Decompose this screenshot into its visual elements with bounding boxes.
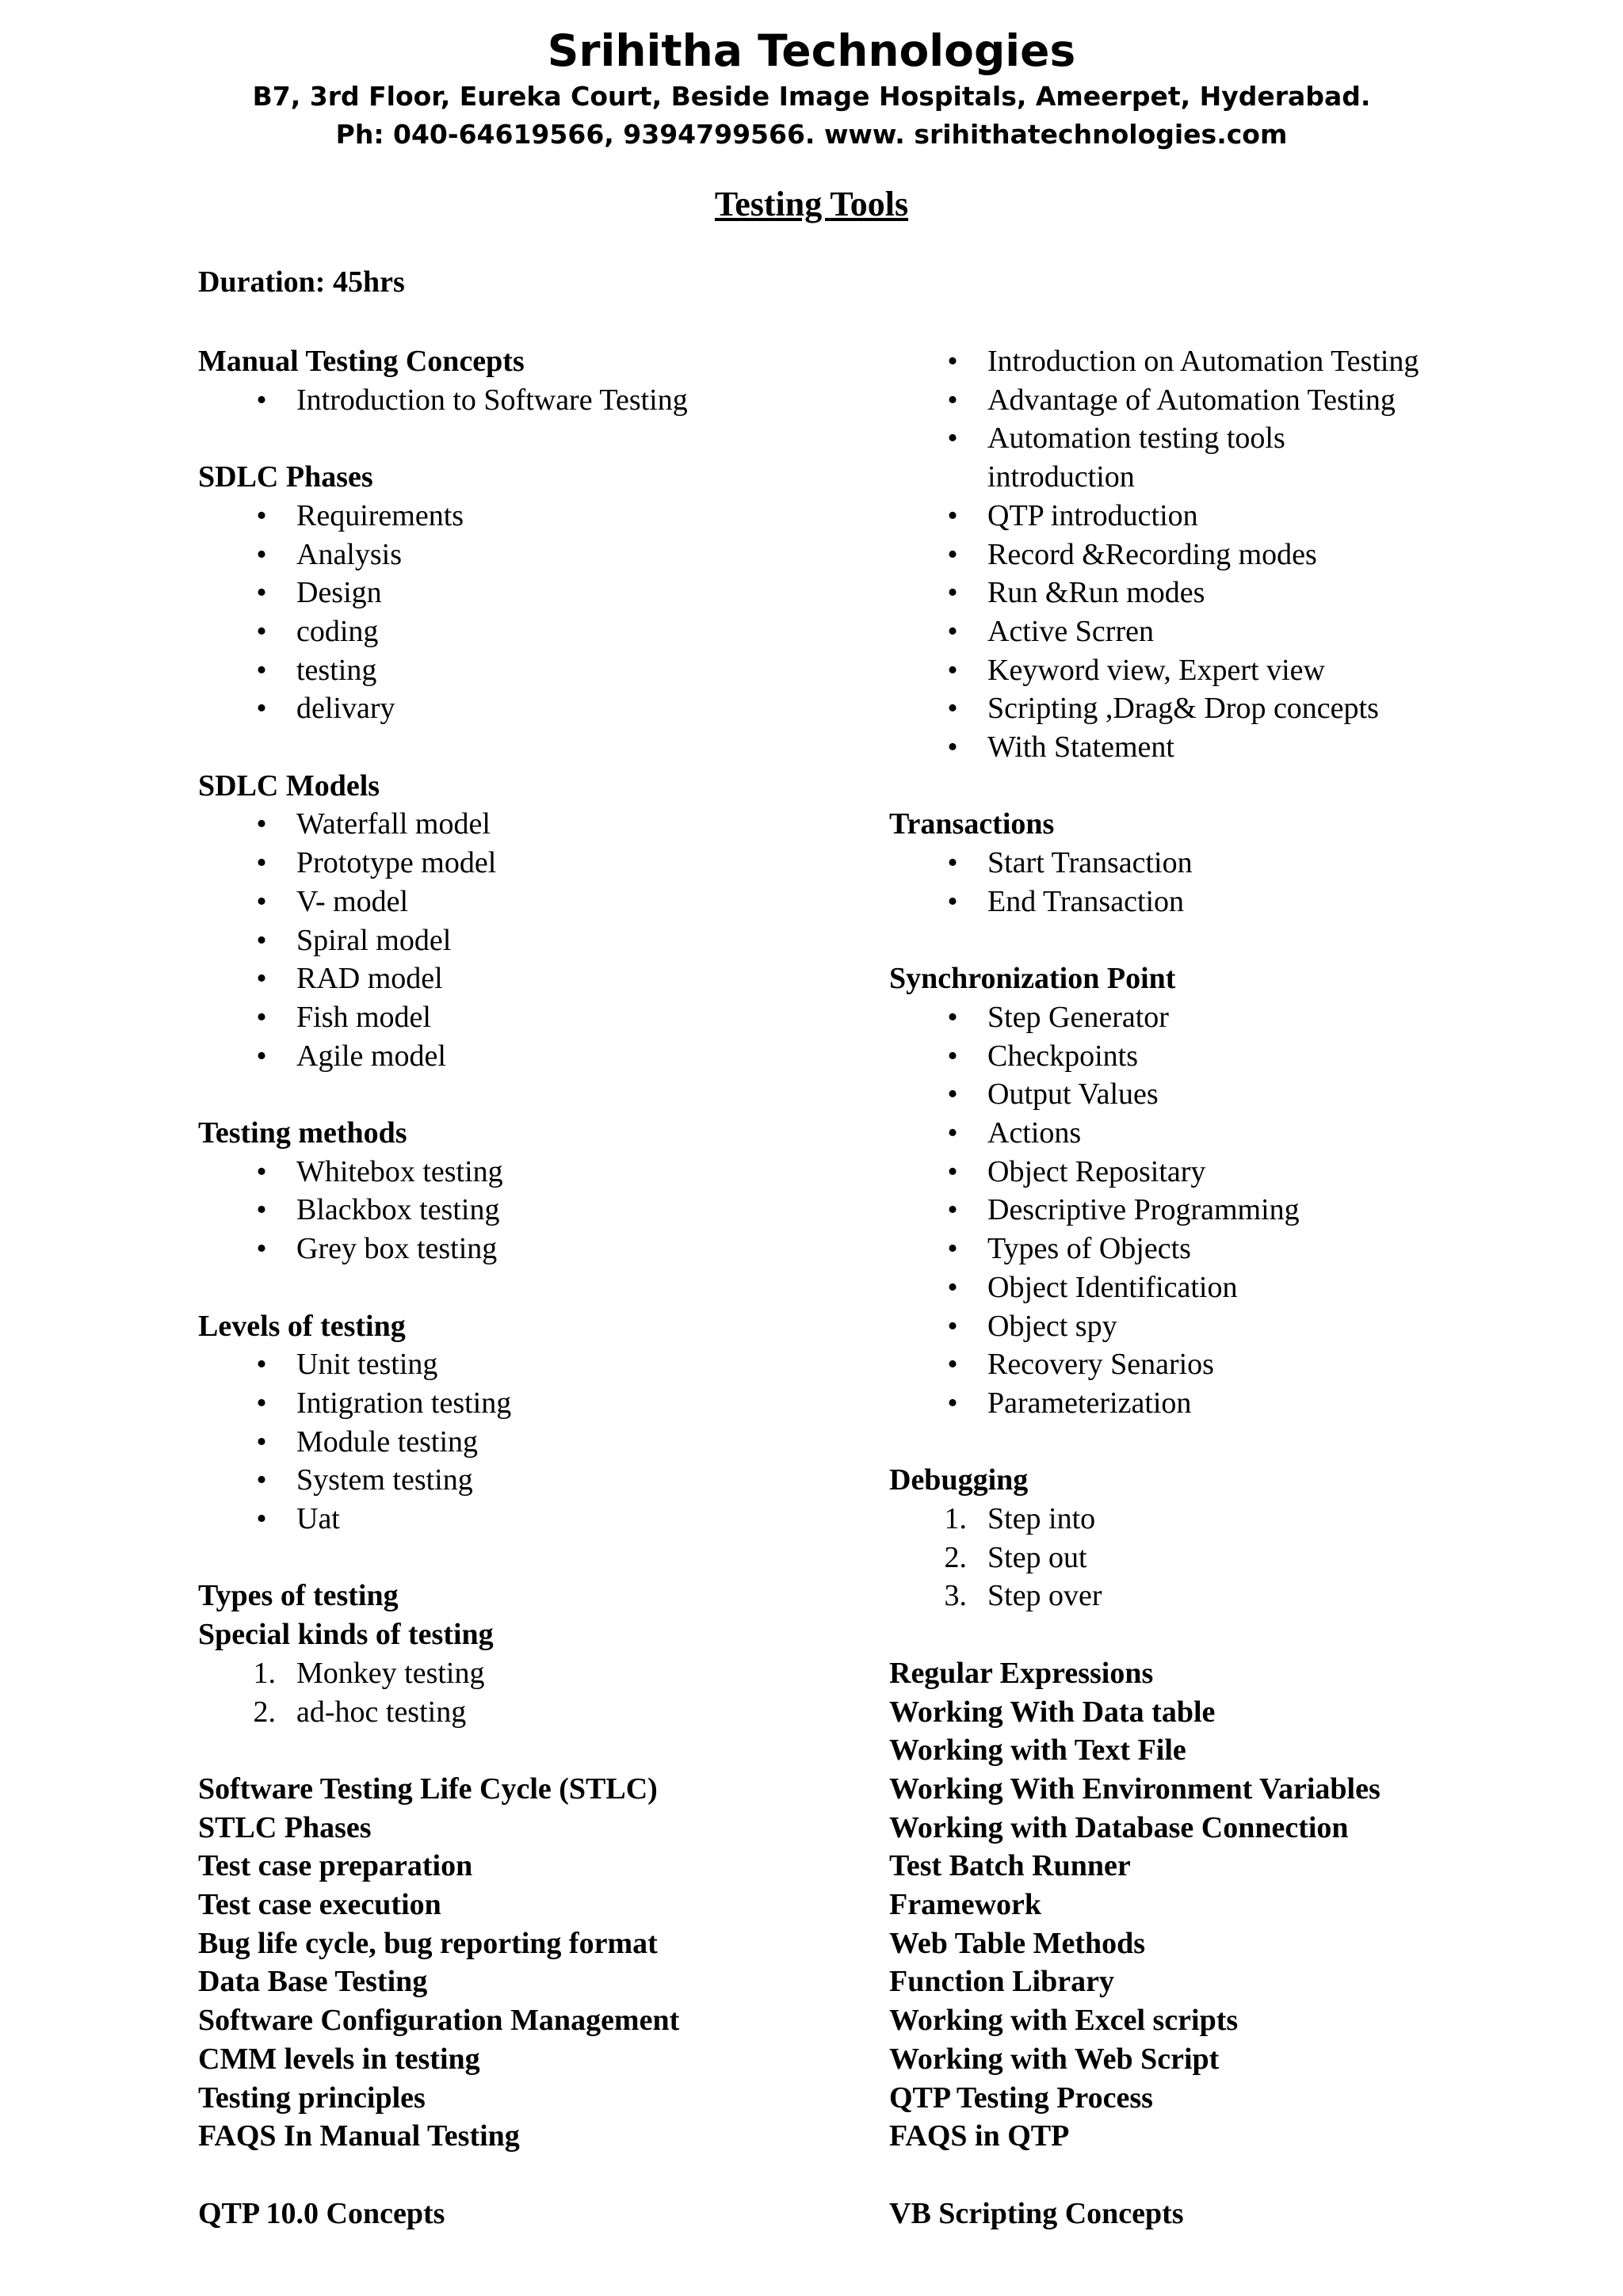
topic-heading: Function Library [889,1965,1114,1999]
topic-heading: QTP Testing Process [889,2081,1153,2115]
topic-heading: Test case execution [198,1888,441,1922]
list-item: • V- model [198,883,848,921]
list-item: • Keyword view, Expert view [889,651,1555,690]
bullet-icon: • [947,653,958,687]
list-item: 2. Step out [889,1539,1555,1577]
list-item: • Unit testing [198,1345,848,1384]
list-item: 1. Step into [889,1500,1555,1539]
item-number: 2. [944,1540,967,1574]
left-column [198,342,848,2233]
bullet-icon: • [947,1348,958,1382]
list-item: • Recovery Senarios [889,1345,1555,1384]
list-item: • testing [198,651,848,690]
bullet-icon: • [947,421,958,456]
bullet-icon: • [256,537,267,571]
topic-heading: Software Testing Life Cycle (STLC) [198,1772,658,1806]
bullet-icon: • [947,846,958,880]
list-item: • Object spy [889,1307,1555,1346]
list-item: • End Transaction [889,883,1555,921]
section-title: Testing methods [198,1116,407,1150]
section-levels-of-testing [198,1307,848,1539]
topic-heading: Data Base Testing [198,1965,428,1999]
list-item: • Descriptive Programming [889,1191,1555,1230]
company-contact: Ph: 040-64619566, 9394799566. www. srihithatechnologies.com [335,119,1288,150]
list-item: • Requirements [198,497,848,536]
list-item: • Start Transaction [889,844,1555,883]
bullet-icon: • [256,1463,267,1497]
list-item: • Active Scrren [889,612,1555,651]
bullet-icon: • [256,614,267,648]
document-header [0,24,1623,154]
list-item: • Object Identification [889,1268,1555,1307]
section-title: Manual Testing Concepts [198,345,525,378]
list-item: • Introduction on Automation Testing [889,342,1555,381]
list-item: • Fish model [198,998,848,1037]
list-item: • Advantage of Automation Testing [889,381,1555,420]
topic-heading: Test case preparation [198,1849,473,1883]
section-sdlc-models [198,767,848,1076]
section-subtitle: Special kinds of testing [198,1618,494,1652]
section-automation-intro [889,342,1555,767]
section-title: Levels of testing [198,1309,406,1343]
bullet-icon: • [256,807,267,841]
list-item: • Spiral model [198,921,848,960]
list-item: • Module testing [198,1423,848,1462]
bullet-icon: • [947,345,958,378]
company-address: B7, 3rd Floor, Eureka Court, Beside Image Hospitals, Ameerpet, Hyderabad. [252,81,1371,112]
list-item: • Uat [198,1500,848,1539]
bullet-icon: • [256,1000,267,1034]
bullet-icon: • [947,498,958,532]
list-item: • Design [198,574,848,612]
bullet-icon: • [947,614,958,648]
section-title: SDLC Models [198,769,380,803]
topic-heading: Regular Expressions [889,1656,1154,1690]
topic-heading: Framework [889,1888,1042,1922]
section-transactions [889,805,1555,921]
list-item: • Output Values [889,1075,1555,1114]
bullet-icon: • [256,884,267,918]
topic-heading: Bug life cycle, bug reporting format [198,1926,658,1960]
bullet-icon: • [947,576,958,610]
topic-heading: Testing principles [198,2081,426,2115]
list-item: • Scripting ,Drag& Drop concepts [889,689,1555,728]
bullet-icon: • [256,846,267,880]
section-manual-testing [198,342,848,419]
bullet-icon: • [947,730,958,765]
section-testing-methods [198,1114,848,1268]
topic-heading: FAQS in QTP [889,2119,1070,2153]
topic-heading: STLC Phases [198,1810,372,1844]
list-item: 1. Monkey testing [198,1654,848,1693]
list-item: • coding [198,612,848,651]
company-name: Srihitha Technologies [547,25,1076,76]
list-item: • RAD model [198,959,848,998]
item-number: 3. [944,1579,967,1613]
topic-heading: Web Table Methods [889,1926,1146,1960]
item-number: 2. [253,1695,276,1729]
bullet-icon: • [947,1000,958,1034]
topic-heading: Working with Excel scripts [889,2004,1239,2038]
bullet-icon: • [256,1502,267,1536]
list-item: • delivary [198,689,848,728]
list-item: • Step Generator [889,998,1555,1037]
bullet-icon: • [947,1232,958,1266]
bullet-icon: • [256,1039,267,1073]
bullet-icon: • [947,1039,958,1073]
bullet-icon: • [256,1348,267,1382]
bullet-icon: • [256,383,267,417]
list-item: • Agile model [198,1037,848,1076]
section-sdlc-phases [198,458,848,728]
list-item: • Object Repositary [889,1153,1555,1192]
section-title: Debugging [889,1463,1029,1497]
topic-heading: Software Configuration Management [198,2004,680,2038]
bullet-icon: • [256,923,267,957]
bullet-icon: • [947,1193,958,1227]
document-title-text: Testing Tools [714,185,909,223]
document-title [0,181,1623,228]
bullet-icon: • [947,1386,958,1420]
list-item: • Types of Objects [889,1230,1555,1268]
list-item: • Checkpoints [889,1037,1555,1076]
bullet-icon: • [256,1232,267,1266]
section-qtp-concepts-title: QTP 10.0 Concepts [198,2196,445,2230]
section-stlc-topics [198,1770,848,2156]
section-qtp-topics [889,1654,1555,2156]
bullet-icon: • [256,692,267,726]
section-title: Transactions [889,807,1055,841]
list-item: • Analysis [198,536,848,574]
course-duration: Duration: 45hrs [198,265,405,299]
list-item: • Actions [889,1114,1555,1153]
list-item: • QTP introduction [889,497,1555,536]
bullet-icon: • [256,576,267,610]
topic-heading: Working With Data table [889,1695,1216,1729]
topic-heading: Working with Web Script [889,2042,1220,2076]
bullet-icon: • [256,1425,267,1459]
bullet-icon: • [256,653,267,687]
item-number: 1. [253,1656,276,1690]
bullet-icon: • [256,498,267,532]
list-item: • Run &Run modes [889,574,1555,612]
bullet-icon: • [947,1270,958,1304]
bullet-icon: • [947,1077,958,1112]
list-item: • Record &Recording modes [889,536,1555,574]
bullet-icon: • [947,1116,958,1150]
list-item: • Parameterization [889,1384,1555,1423]
section-debugging [889,1461,1555,1615]
bullet-icon: • [947,383,958,417]
list-item: • Automation testing tools introduction [889,419,1555,496]
topic-heading: Test Batch Runner [889,1849,1131,1883]
list-item: • Blackbox testing [198,1191,848,1230]
list-item: • Grey box testing [198,1230,848,1268]
bullet-icon: • [256,1193,267,1227]
list-item: • Waterfall model [198,805,848,844]
section-title: Types of testing [198,1579,399,1613]
bullet-icon: • [947,692,958,726]
section-types-of-testing [198,1577,848,1731]
list-item: • Prototype model [198,844,848,883]
list-item: • Whitebox testing [198,1153,848,1192]
bullet-icon: • [947,1309,958,1343]
topic-heading: Working with Database Connection [889,1810,1349,1844]
bullet-icon: • [947,884,958,918]
bullet-icon: • [947,537,958,571]
topic-heading: FAQS In Manual Testing [198,2119,520,2153]
list-item: • Introduction to Software Testing [198,381,848,420]
topic-heading: Working With Environment Variables [889,1772,1381,1806]
bullet-icon: • [256,1386,267,1420]
section-title: SDLC Phases [198,460,373,494]
right-column [889,342,1555,2233]
bullet-icon: • [256,1154,267,1188]
section-vb-scripting-title: VB Scripting Concepts [889,2196,1184,2230]
list-item: • System testing [198,1461,848,1500]
list-item: • Intigration testing [198,1384,848,1423]
topic-heading: CMM levels in testing [198,2042,480,2076]
topic-heading: Working with Text File [889,1733,1186,1768]
bullet-icon: • [256,962,267,996]
section-synchronization-point [889,959,1555,1422]
list-item: 2. ad-hoc testing [198,1693,848,1732]
section-title: Synchronization Point [889,962,1176,996]
item-number: 1. [944,1502,967,1536]
list-item: 3. Step over [889,1577,1555,1615]
bullet-icon: • [947,1154,958,1188]
list-item: • With Statement [889,728,1555,767]
